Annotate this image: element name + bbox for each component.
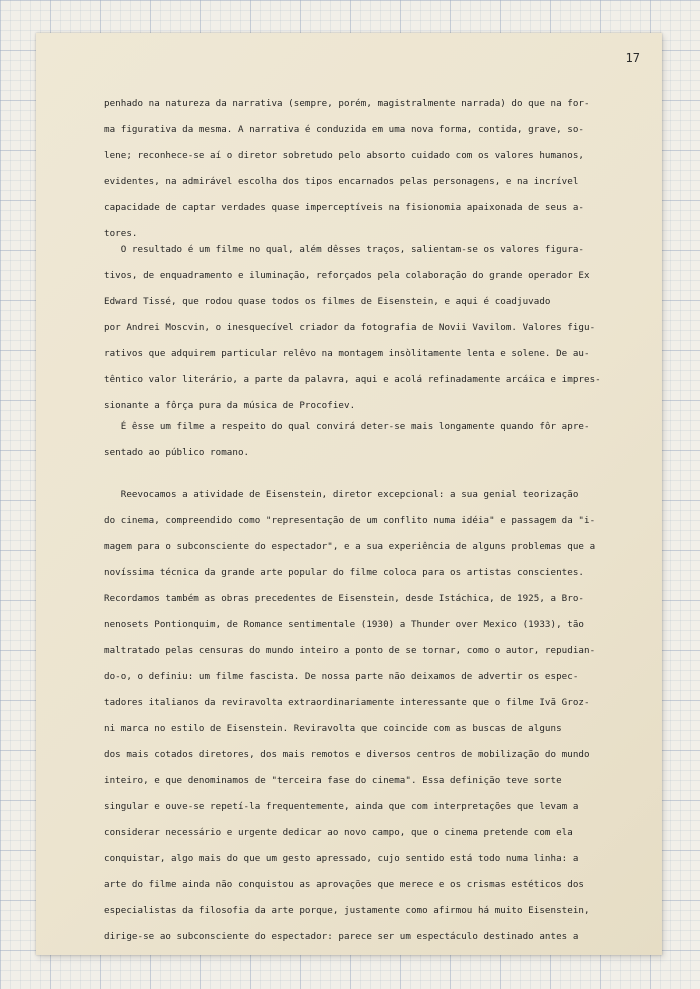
text-line: considerar necessário e urgente dedicar ao novo campo, que o cinema pretende com ela [104,827,573,838]
text-line: nenosets Pontionquim, de Romance sentimentale (1930) a Thunder over Mexico (1933), tão [104,619,584,630]
text-line: rativos que adquirem particular relêvo na montagem insòlitamente lenta e solene. De au- [104,348,590,359]
text-line: magem para o subconsciente do espectador", e a sua experiência de alguns problemas que a [104,541,596,552]
text-line: tivos, de enquadramento e iluminação, reforçados pela colaboração do grande operador Ex [104,270,590,281]
text-line: sionante a fôrça pura da música de Procofiev. [104,400,356,411]
page-number: 17 [625,51,640,65]
text-line: Reevocamos a atividade de Eisenstein, diretor excepcional: a sua genial teorização [104,489,579,500]
text-line: ma figurativa da mesma. A narrativa é conduzida em uma nova forma, contida, grave, so- [104,124,584,135]
text-line: penhado na natureza da narrativa (sempre, porém, magistralmente narrada) do que na for- [104,98,590,109]
text-line: dos mais cotados diretores, dos mais remotos e diversos centros de mobilização do mundo [104,749,590,760]
typewritten-page [36,33,662,955]
text-line: capacidade de captar verdades quase imperceptíveis na fisionomia apaixonada de seus a- [104,202,584,213]
text-line: do-o, o definiu: um filme fascista. De nossa parte não deixamos de advertir os espec- [104,671,579,682]
text-line: dirige-se ao subconsciente do espectador: parece ser um espectáculo destinado antes a [104,931,579,942]
text-line: evidentes, na admirável escolha dos tipos encarnados pelas personagens, e na incrível [104,176,579,187]
text-line: inteiro, e que denominamos de "terceira fase do cinema". Essa definição teve sorte [104,775,562,786]
text-line: maltratado pelas censuras do mundo inteiro a ponto de se tornar, como o autor, repudian- [104,645,596,656]
text-line: têntico valor literário, a parte da palavra, aqui e acolá refinadamente arcáica e impres- [104,374,601,385]
text-line: lene; reconhece-se aí o diretor sobretudo pelo absorto cuidado com os valores humanos, [104,150,584,161]
text-line: especialistas da filosofia da arte porque, justamente como afirmou há muito Eisenstein, [104,905,590,916]
text-line: novíssima técnica da grande arte popular do filme coloca para os artistas conscientes. [104,567,584,578]
text-line: do cinema, compreendido como "representação de um conflito numa idéia" e passagem da "i- [104,515,596,526]
text-line: singular e ouve-se repetí-la frequentemente, ainda que com interpretações que levam a [104,801,579,812]
text-line: sentado ao público romano. [104,447,250,458]
text-line: tadores italianos da reviravolta extraordinariamente interessante que o filme Ivã Groz- [104,697,590,708]
text-line: É êsse um filme a respeito do qual convirá deter-se mais longamente quando fôr apre- [104,421,590,432]
text-line: Edward Tissé, que rodou quase todos os filmes de Eisenstein, e aqui é coadjuvado [104,296,551,307]
text-line: conquistar, algo mais do que um gesto apressado, cujo sentido está todo numa linha: a [104,853,579,864]
text-line: tores. [104,228,138,239]
text-line: Recordamos também as obras precedentes de Eisenstein, desde Istáchica, de 1925, a Bro- [104,593,584,604]
text-line: ni marca no estilo de Eisenstein. Reviravolta que coincide com as buscas de alguns [104,723,562,734]
text-line: por Andrei Moscvin, o inesquecível criador da fotografia de Novii Vavilom. Valores figu- [104,322,596,333]
text-line: O resultado é um filme no qual, além dêsses traços, salientam-se os valores figura- [104,244,584,255]
text-line: arte do filme ainda não conquistou as aprovações que merece e os crismas estéticos dos [104,879,584,890]
